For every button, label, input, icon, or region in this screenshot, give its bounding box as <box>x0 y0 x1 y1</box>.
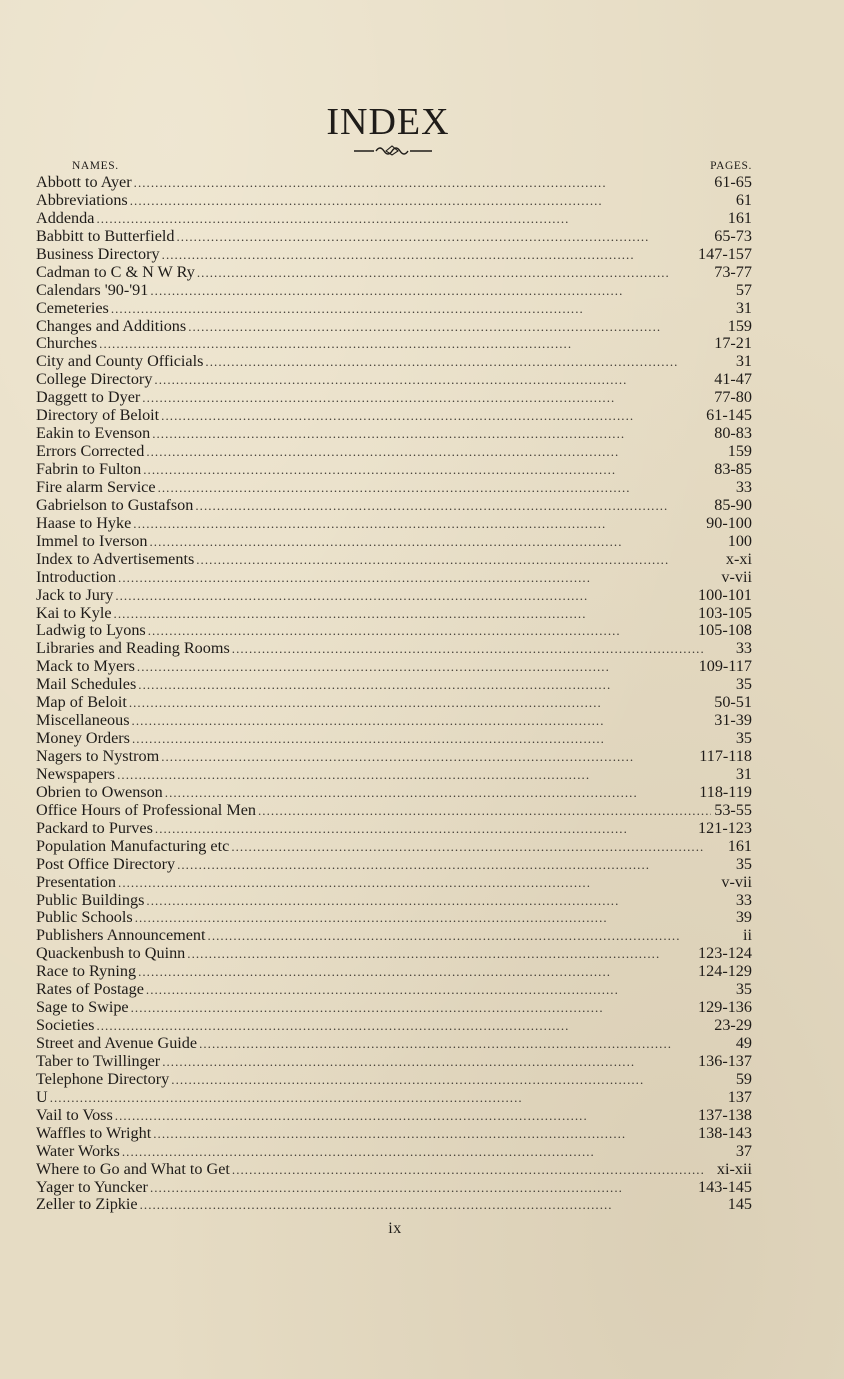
entry-name: Public Schools <box>36 908 133 927</box>
entry-pages: 41-47 <box>714 370 752 389</box>
index-entry <box>36 461 752 479</box>
dot-leader <box>231 838 724 856</box>
index-entry <box>36 945 752 963</box>
index-entry <box>36 838 752 856</box>
entry-name: Errors Corrected <box>36 442 145 461</box>
entry-name: Libraries and Reading Rooms <box>36 639 230 658</box>
dot-leader <box>117 766 733 784</box>
dot-leader <box>115 587 695 605</box>
index-entry <box>36 389 752 407</box>
dot-leader <box>171 1071 733 1089</box>
entry-pages: 161 <box>727 836 752 855</box>
entry-pages: 100 <box>727 531 752 550</box>
entry-pages: 123-124 <box>698 944 752 963</box>
entry-name: Haase to Hyke <box>36 513 132 532</box>
entry-name: Introduction <box>36 567 117 586</box>
index-entry <box>36 1196 752 1214</box>
entry-name: Societies <box>36 1016 95 1035</box>
entry-name: College Directory <box>36 370 153 389</box>
entry-pages: 103-105 <box>698 603 752 622</box>
dot-leader <box>96 1017 711 1035</box>
entry-pages: 109-117 <box>698 657 752 676</box>
dot-leader <box>143 461 711 479</box>
entry-pages: 50-51 <box>714 693 752 712</box>
index-entry <box>36 1179 752 1197</box>
index-entry <box>36 820 752 838</box>
entry-pages: xi-xii <box>716 1159 752 1178</box>
entry-pages: 159 <box>727 442 752 461</box>
index-entry <box>36 1125 752 1143</box>
entry-pages: 31-39 <box>714 711 752 730</box>
dot-leader <box>232 1161 714 1179</box>
dot-leader <box>132 712 712 730</box>
index-entry <box>36 892 752 910</box>
index-entry <box>36 766 752 784</box>
entry-name: Obrien to Owenson <box>36 782 163 801</box>
index-entry <box>36 228 752 246</box>
entry-pages: v-vii <box>721 567 752 586</box>
index-entry <box>36 569 752 587</box>
entry-pages: 124-129 <box>698 962 752 981</box>
entry-name: Fabrin to Fulton <box>36 460 142 478</box>
index-entry <box>36 300 752 318</box>
entry-name: Miscellaneous <box>36 711 130 730</box>
index-entry <box>36 909 752 927</box>
entry-name: Babbitt to Butterfield <box>36 226 175 245</box>
entry-pages: 161 <box>727 208 752 227</box>
entry-pages: 138-143 <box>698 1123 752 1142</box>
entry-pages: 136-137 <box>698 1051 752 1070</box>
dot-leader <box>154 371 711 389</box>
dot-leader <box>162 1053 695 1071</box>
index-entry <box>36 694 752 712</box>
dot-leader <box>199 1035 733 1053</box>
entry-name: Sage to Swipe <box>36 998 129 1017</box>
entry-name: Kai to Kyle <box>36 603 112 622</box>
dot-leader <box>146 443 724 461</box>
entry-pages: 137 <box>727 1087 752 1106</box>
entry-name: Quackenbush to Quinn <box>36 944 186 963</box>
entry-name: Street and Avenue Guide <box>36 1034 198 1052</box>
dot-leader <box>111 300 733 318</box>
entry-pages: 80-83 <box>714 424 752 443</box>
index-entry <box>36 1089 752 1107</box>
entry-name: Gabrielson to Gustafson <box>36 495 194 514</box>
index-entry <box>36 264 752 282</box>
entry-name: Post Office Directory <box>36 854 176 873</box>
entry-pages: ii <box>743 926 752 945</box>
index-entry <box>36 551 752 569</box>
index-entry <box>36 802 752 820</box>
entry-name: Where to Go and What to Get <box>36 1159 230 1178</box>
index-entry <box>36 587 752 605</box>
flourish-ornament-icon <box>352 142 434 158</box>
index-entry <box>36 1071 752 1089</box>
dot-leader <box>132 730 733 748</box>
names-column-header: NAMES. <box>72 160 119 172</box>
dot-leader <box>50 1089 725 1107</box>
entry-pages: 100-101 <box>698 585 752 604</box>
entry-pages: x-xi <box>725 549 752 568</box>
index-entry <box>36 963 752 981</box>
entry-name: Office Hours of Professional Men <box>36 800 256 819</box>
entry-pages: 59 <box>735 1069 752 1088</box>
dot-leader <box>140 1196 725 1214</box>
entry-pages: 53-55 <box>714 800 752 819</box>
dot-leader <box>115 1107 695 1125</box>
index-entry <box>36 874 752 892</box>
index-entry <box>36 443 752 461</box>
dot-leader <box>161 748 696 766</box>
entry-pages: 61 <box>735 190 752 209</box>
index-entry <box>36 1035 752 1053</box>
dot-leader <box>161 407 703 425</box>
entry-name: Ladwig to Lyons <box>36 621 146 640</box>
index-entry <box>36 730 752 748</box>
dot-leader <box>148 622 695 640</box>
entry-pages: 65-73 <box>714 226 752 245</box>
index-entry <box>36 497 752 515</box>
index-entry <box>36 981 752 999</box>
entry-name: Water Works <box>36 1141 120 1160</box>
dot-leader <box>187 945 695 963</box>
pages-column-header: PAGES. <box>710 160 752 172</box>
index-entry <box>36 748 752 766</box>
dot-leader <box>155 820 695 838</box>
index-entry <box>36 318 752 336</box>
entry-pages: 33 <box>735 890 752 909</box>
index-entry <box>36 479 752 497</box>
index-entry <box>36 640 752 658</box>
entry-pages: 35 <box>735 675 752 694</box>
entry-name: Directory of Beloit <box>36 406 160 425</box>
entry-pages: 73-77 <box>714 262 752 281</box>
dot-leader <box>146 981 733 999</box>
entry-name: Race to Ryning <box>36 962 137 981</box>
dot-leader <box>129 694 711 712</box>
index-entry <box>36 712 752 730</box>
entry-name: Calendars '90-'91 <box>36 280 149 299</box>
entry-pages: 33 <box>735 477 752 496</box>
dot-leader <box>162 246 695 264</box>
index-entry <box>36 1017 752 1035</box>
dot-leader <box>134 174 712 192</box>
entry-pages: 118-119 <box>699 782 752 801</box>
dot-leader <box>138 676 733 694</box>
dot-leader <box>205 353 732 371</box>
entry-pages: 137-138 <box>698 1105 752 1124</box>
index-entry <box>36 1053 752 1071</box>
dot-leader <box>232 640 733 658</box>
entry-name: Cemeteries <box>36 298 109 317</box>
entry-name: Nagers to Nystrom <box>36 747 160 765</box>
entry-name: Cadman to C & N W Ry <box>36 262 195 281</box>
dot-leader <box>152 425 711 443</box>
entry-pages: 23-29 <box>714 1016 752 1035</box>
entry-pages: 121-123 <box>698 818 752 837</box>
dot-leader <box>188 318 725 336</box>
dot-leader <box>197 264 711 282</box>
entry-pages: 129-136 <box>698 998 752 1017</box>
entry-pages: 83-85 <box>714 460 752 478</box>
entry-name: Packard to Purves <box>36 818 153 837</box>
entry-name: Index to Advertisements <box>36 549 195 568</box>
dot-leader <box>153 1125 695 1143</box>
dot-leader <box>118 874 718 892</box>
entry-name: U <box>36 1087 48 1106</box>
entry-pages: 145 <box>727 1195 752 1214</box>
dot-leader <box>165 784 696 802</box>
entry-name: Mack to Myers <box>36 657 135 676</box>
dot-leader <box>150 1179 695 1197</box>
index-entry <box>36 425 752 443</box>
index-entry <box>36 658 752 676</box>
entry-name: Fire alarm Service <box>36 477 156 496</box>
entry-name: Abbott to Ayer <box>36 173 132 191</box>
dot-leader <box>130 192 733 210</box>
entry-name: Eakin to Evenson <box>36 424 151 443</box>
entry-pages: 17-21 <box>714 334 752 353</box>
entry-name: Daggett to Dyer <box>36 388 141 407</box>
dot-leader <box>176 228 711 246</box>
entry-name: Abbreviations <box>36 190 128 209</box>
entry-name: Addenda <box>36 208 95 227</box>
entry-pages: 77-80 <box>714 388 752 407</box>
dot-leader <box>99 335 711 353</box>
index-entry <box>36 353 752 371</box>
entry-name: Business Directory <box>36 244 160 263</box>
entry-pages: 31 <box>735 764 752 783</box>
entry-name: Public Buildings <box>36 890 145 909</box>
entry-name: Telephone Directory <box>36 1069 170 1088</box>
entry-name: Presentation <box>36 872 117 891</box>
index-entry <box>36 1107 752 1125</box>
index-entry <box>36 210 752 228</box>
entry-pages: 61-145 <box>706 406 752 425</box>
entry-pages: 90-100 <box>706 513 752 532</box>
index-entry <box>36 533 752 551</box>
dot-leader <box>196 551 723 569</box>
entry-pages: 31 <box>735 298 752 317</box>
dot-leader <box>150 533 725 551</box>
entry-name: Jack to Jury <box>36 585 114 604</box>
dot-leader <box>96 210 724 228</box>
entry-name: Newspapers <box>36 764 116 783</box>
index-entry <box>36 927 752 945</box>
dot-leader <box>208 927 740 945</box>
entry-pages: 37 <box>735 1141 752 1160</box>
index-entry <box>36 622 752 640</box>
entry-name: Vail to Voss <box>36 1105 113 1124</box>
entry-pages: 39 <box>735 908 752 927</box>
index-entry <box>36 515 752 533</box>
dot-leader <box>137 658 696 676</box>
index-entry <box>36 246 752 264</box>
index-entry <box>36 1161 752 1179</box>
entry-name: Money Orders <box>36 729 130 748</box>
entry-pages: 33 <box>735 639 752 658</box>
entry-pages: 49 <box>735 1034 752 1052</box>
index-entries-list <box>36 174 752 1214</box>
page-title: INDEX <box>326 101 450 143</box>
entry-pages: 85-90 <box>714 495 752 514</box>
index-entry <box>36 1143 752 1161</box>
entry-pages: 143-145 <box>698 1177 752 1196</box>
entry-name: Rates of Postage <box>36 980 144 999</box>
dot-leader <box>150 282 732 300</box>
entry-name: Publishers Announcement <box>36 926 206 945</box>
dot-leader <box>133 515 703 533</box>
entry-pages: 61-65 <box>714 173 752 191</box>
entry-pages: 159 <box>727 316 752 335</box>
index-entry <box>36 999 752 1017</box>
index-entry <box>36 605 752 623</box>
page-number: ix <box>388 1220 402 1237</box>
dot-leader <box>146 892 732 910</box>
index-entry <box>36 192 752 210</box>
index-entry <box>36 407 752 425</box>
dot-leader <box>195 497 711 515</box>
entry-name: Population Manufacturing etc <box>36 836 230 855</box>
dot-leader <box>138 963 695 981</box>
index-entry <box>36 676 752 694</box>
entry-name: Immel to Iverson <box>36 531 148 550</box>
entry-pages: 147-157 <box>698 244 752 263</box>
entry-name: Taber to Twillinger <box>36 1051 161 1070</box>
dot-leader <box>158 479 733 497</box>
entry-name: Mail Schedules <box>36 675 137 694</box>
entry-pages: 31 <box>735 352 752 371</box>
entry-name: Zeller to Zipkie <box>36 1195 138 1214</box>
index-entry <box>36 856 752 874</box>
entry-name: Map of Beloit <box>36 693 127 712</box>
dot-leader <box>122 1143 733 1161</box>
index-entry <box>36 335 752 353</box>
entry-name: Changes and Additions <box>36 316 187 335</box>
entry-name: City and County Officials <box>36 352 204 371</box>
dot-leader <box>258 802 711 820</box>
entry-name: Waffles to Wright <box>36 1123 152 1142</box>
index-entry <box>36 784 752 802</box>
dot-leader <box>142 389 711 407</box>
entry-pages: 35 <box>735 854 752 873</box>
entry-pages: 35 <box>735 980 752 999</box>
dot-leader <box>118 569 718 587</box>
dot-leader <box>135 909 733 927</box>
entry-pages: 57 <box>735 280 752 299</box>
dot-leader <box>114 605 696 623</box>
dot-leader <box>177 856 733 874</box>
entry-name: Churches <box>36 334 98 353</box>
dot-leader <box>131 999 695 1017</box>
entry-pages: 35 <box>735 729 752 748</box>
index-entry <box>36 282 752 300</box>
entry-name: Yager to Yuncker <box>36 1177 148 1196</box>
index-entry <box>36 174 752 192</box>
entry-pages: 117-118 <box>699 747 752 765</box>
entry-pages: v-vii <box>721 872 752 891</box>
entry-pages: 105-108 <box>698 621 752 640</box>
index-entry <box>36 371 752 389</box>
